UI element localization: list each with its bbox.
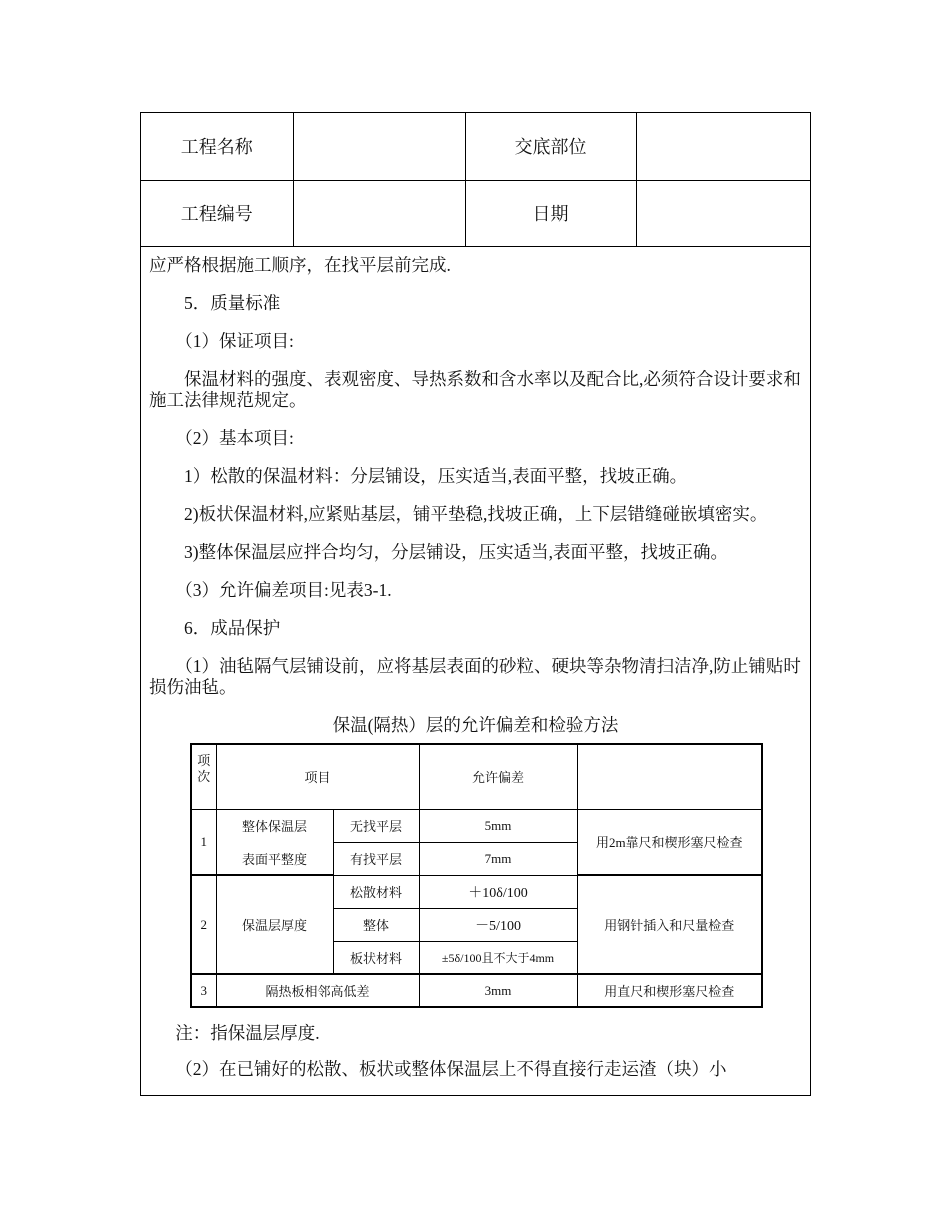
paragraph: 1）松散的保温材料：分层铺设，压实适当,表面平整，找坡正确。: [184, 466, 688, 486]
table-cell: 7mm: [419, 842, 577, 875]
project-no-value[interactable]: [293, 180, 465, 246]
table-cell: 用2m靠尺和楔形塞尺检查: [577, 809, 762, 875]
form-header: [141, 113, 810, 246]
table-header-cell: 允许偏差: [419, 744, 577, 809]
table-title: 保温(隔热）层的允许偏差和检验方法: [332, 715, 619, 735]
table-cell: 整体保温层: [216, 809, 333, 842]
table-cell: 有找平层: [333, 842, 419, 875]
section-heading: 6．成品保护: [184, 618, 281, 638]
table-header-cell: [577, 744, 762, 809]
handover-part-label: 交底部位: [465, 113, 636, 180]
paragraph: 应严格根据施工顺序，在找平层前完成.: [149, 255, 451, 275]
handover-part-value[interactable]: [636, 113, 810, 180]
table-cell: 整体: [333, 908, 419, 941]
table-cell: 表面平整度: [216, 842, 333, 875]
paragraph: （1）油毡隔气层铺设前，应将基层表面的砂粒、硬块等杂物清扫洁净,防止铺贴时损伤油毡。: [149, 656, 801, 697]
table-note: 注：指保温层厚度.: [175, 1023, 320, 1043]
table-cell: 松散材料: [333, 875, 419, 908]
date-label: 日期: [465, 180, 636, 246]
table-cell: ＋10δ/100: [419, 875, 577, 908]
disclosure-form: [140, 112, 811, 1096]
table-cell: 板状材料: [333, 941, 419, 974]
paragraph: （3）允许偏差项目:见表3-1.: [175, 580, 392, 600]
paragraph: 2)板状保温材料,应紧贴基层，铺平垫稳,找坡正确，上下层错缝碰嵌填密实。: [184, 504, 768, 524]
subsection-heading: （2）基本项目:: [175, 428, 294, 448]
table-cell: 隔热板相邻高低差: [216, 974, 419, 1007]
project-name-value[interactable]: [293, 113, 465, 180]
paragraph: 保温材料的强度、表观密度、导热系数和含水率以及配合比,必须符合设计要求和施工法律规范规定。: [149, 369, 801, 410]
table-cell: 用钢针插入和尺量检查: [577, 875, 762, 974]
project-name-label: 工程名称: [141, 113, 293, 180]
table-cell: －5/100: [419, 908, 577, 941]
table-header-cell: 项次: [191, 744, 216, 809]
date-value[interactable]: [636, 180, 810, 246]
table-cell: 3: [191, 974, 216, 1007]
table-cell: 无找平层: [333, 809, 419, 842]
project-no-label: 工程编号: [141, 180, 293, 246]
table-cell: 3mm: [419, 974, 577, 1007]
section-heading: 5．质量标准: [184, 293, 281, 313]
table-header-cell: 项目: [216, 744, 419, 809]
table-cell: ±5δ/100且不大于4mm: [419, 941, 577, 974]
table-cell: 保温层厚度: [216, 875, 333, 974]
table-cell: 2: [191, 875, 216, 974]
table-cell: 1: [191, 809, 216, 875]
subsection-heading: （1）保证项目:: [175, 331, 294, 351]
table-cell: 5mm: [419, 809, 577, 842]
deviation-table: [190, 743, 763, 1008]
table-cell: 用直尺和楔形塞尺检查: [577, 974, 762, 1007]
disclosure-content: [141, 246, 810, 1097]
paragraph: （2）在已铺好的松散、板状或整体保温层上不得直接行走运渣（块）小: [175, 1059, 727, 1079]
paragraph: 3)整体保温层应拌合均匀，分层铺设，压实适当,表面平整，找坡正确。: [184, 542, 728, 562]
